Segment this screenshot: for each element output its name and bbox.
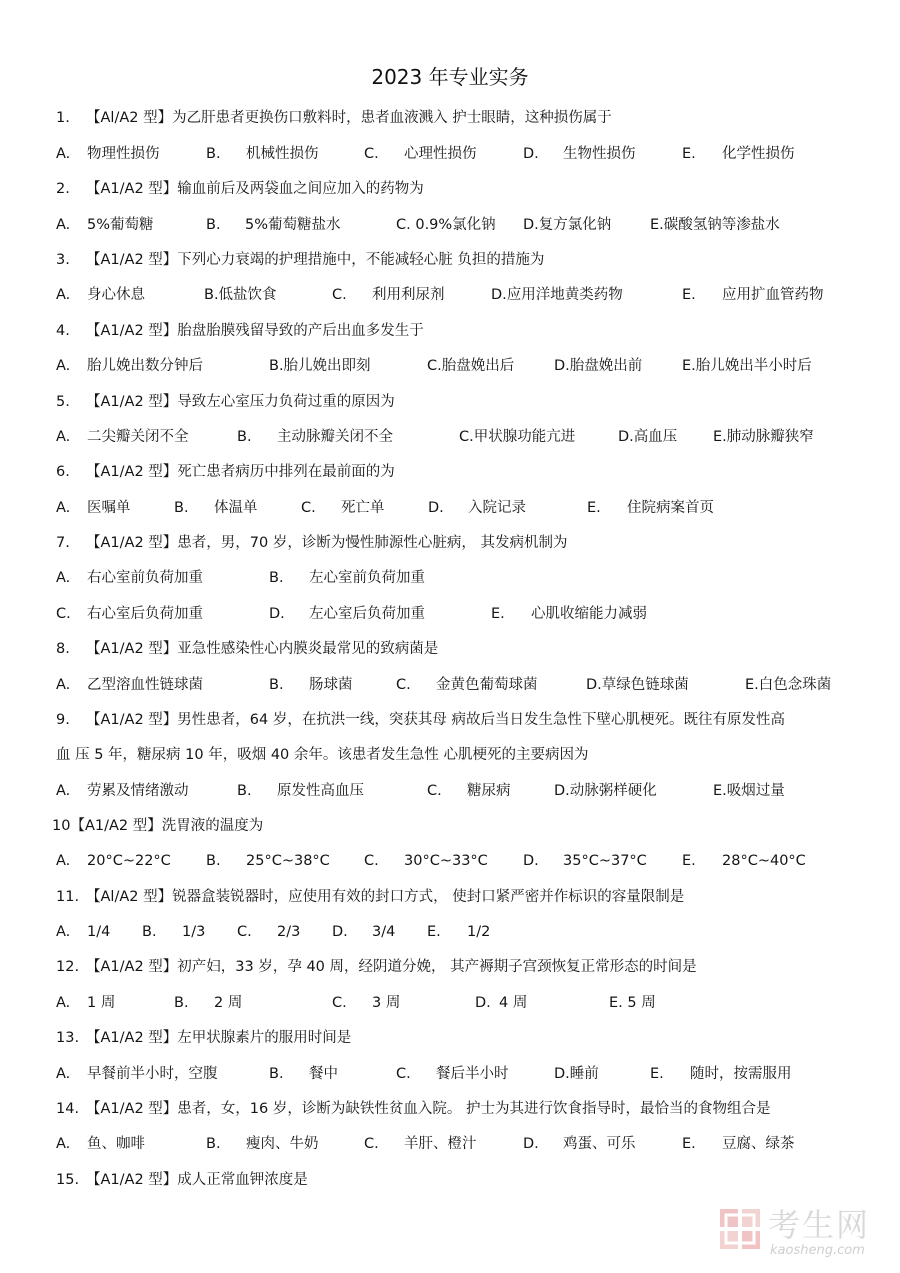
option-b: B. 原发性高血压	[237, 783, 364, 799]
question-number: 8.	[56, 641, 70, 657]
question-text-continued: 血 压 5 年，糖尿病 10 年，吸烟 40 余年。该患者发生急性 心肌梗死的主要病因为	[56, 747, 589, 763]
question-5	[56, 388, 856, 416]
option-b: B. 肠球菌	[269, 677, 353, 693]
option-b: B. 机械性损伤	[206, 146, 319, 162]
question-text: 【A1/A2 型】初产妇，33 岁，孕 40 周，经阴道分娩， 其产褥期子宫颈恢复正常形态的时间是	[86, 959, 697, 975]
options-11	[56, 918, 856, 946]
question-text: 【A1/A2 型】患者，女，16 岁，诊断为缺铁性贫血入院。 护士为其进行饮食指导时，最恰当的食物组合是	[86, 1101, 771, 1117]
option-e: E.白色念珠菌	[745, 677, 832, 693]
question-number: 1.	[56, 110, 70, 126]
option-c: C. 3 周	[332, 995, 401, 1011]
option-b: B. 25°C~38°C	[206, 853, 330, 869]
question-text: 【A1/A2 型】导致左心室压力负荷过重的原因为	[86, 394, 395, 410]
option-a: A. 二尖瓣关闭不全	[56, 429, 189, 445]
option-d: D.动脉粥样硬化	[554, 783, 657, 799]
option-b: B.低盐饮食	[204, 287, 277, 303]
option-b: B. 瘦肉、牛奶	[206, 1136, 319, 1152]
option-a: A. 鱼、咖啡	[56, 1136, 145, 1152]
kaosheng-logo-icon	[718, 1207, 762, 1251]
option-c: C. 右心室后负荷加重	[56, 606, 203, 622]
options-10	[56, 847, 856, 875]
option-d: D.胎盘娩出前	[554, 358, 643, 374]
question-number: 7.	[56, 535, 70, 551]
option-d: D.高血压	[618, 429, 678, 445]
question-number: 11.	[56, 889, 80, 905]
option-a: A. 物理性损伤	[56, 146, 160, 162]
option-d: D. 左心室后负荷加重	[269, 606, 425, 622]
question-4	[56, 317, 856, 345]
options-2	[56, 211, 856, 239]
option-e: E. 心肌收缩能力减弱	[491, 606, 647, 622]
option-d: D. 生物性损伤	[523, 146, 636, 162]
option-d: D.应用洋地黄类药物	[491, 287, 623, 303]
question-7	[56, 529, 856, 557]
option-e: E.碳酸氢钠等渗盐水	[650, 217, 780, 233]
option-c: C. 死亡单	[301, 500, 385, 516]
question-6	[56, 458, 856, 486]
option-c: C. 0.9%氯化钠	[396, 217, 496, 233]
options-4	[56, 352, 856, 380]
question-11	[56, 883, 856, 911]
question-13	[56, 1024, 856, 1052]
option-c: C.甲状腺功能亢进	[459, 429, 576, 445]
option-a: A. 身心休息	[56, 287, 145, 303]
option-b: B. 体温单	[174, 500, 258, 516]
option-e: E. 豆腐、绿茶	[682, 1136, 795, 1152]
options-7a	[56, 564, 856, 592]
options-12	[56, 989, 856, 1017]
option-d: D. 入院记录	[428, 500, 526, 516]
question-text: 【A1/A2 型】胎盘胎膜残留导致的产后出血多发生于	[86, 323, 424, 339]
question-text: 【Al/A2 型】为乙肝患者更换伤口敷料时，患者血液溅入 护士眼睛，这种损伤属于	[86, 110, 612, 126]
question-number: 5.	[56, 394, 70, 410]
option-a: A. 5%葡萄糖	[56, 217, 154, 233]
question-text: 【A1/A2 型】左甲状腺素片的服用时间是	[86, 1030, 352, 1046]
option-a: A. 1/4	[56, 924, 111, 940]
question-text: 【A1/A2 型】患者，男，70 岁，诊断为慢性肺源性心脏病， 其发病机制为	[86, 535, 568, 551]
question-12	[56, 953, 856, 981]
option-c: C. 金黄色葡萄球菌	[396, 677, 538, 693]
question-9	[56, 706, 856, 734]
option-a: A. 1 周	[56, 995, 116, 1011]
option-b: B. 主动脉瓣关闭不全	[237, 429, 393, 445]
option-e: E. 随时，按需服用	[650, 1066, 792, 1082]
option-b: B. 左心室前负荷加重	[269, 570, 425, 586]
option-b: B.胎儿娩出即刻	[269, 358, 371, 374]
option-e: E.肺动脉瓣狭窄	[713, 429, 814, 445]
page-title: 2023 年专业实务	[371, 65, 529, 89]
question-text: 【A1/A2 型】输血前后及两袋血之间应加入的药物为	[86, 181, 424, 197]
option-d: D.草绿色链球菌	[586, 677, 689, 693]
option-c: C. 2/3	[237, 924, 301, 940]
question-text: 【A1/A2 型】洗胃液的温度为	[70, 818, 264, 834]
question-number: 2.	[56, 181, 70, 197]
watermark	[718, 1205, 888, 1263]
question-number: 15.	[56, 1172, 80, 1188]
option-e: E.吸烟过量	[713, 783, 785, 799]
options-14	[56, 1130, 856, 1158]
option-d: D. 鸡蛋、可乐	[523, 1136, 636, 1152]
question-10	[52, 812, 852, 840]
option-e: E. 1/2	[427, 924, 491, 940]
option-d: D. 4 周	[475, 995, 528, 1011]
option-a: A. 20°C~22°C	[56, 853, 171, 869]
question-9-continued	[56, 741, 856, 769]
option-e: E. 28°C~40°C	[682, 853, 806, 869]
question-14	[56, 1095, 856, 1123]
option-e: E. 应用扩血管药物	[682, 287, 824, 303]
question-number: 12.	[56, 959, 80, 975]
option-b: B. 1/3	[142, 924, 206, 940]
question-number: 10	[52, 818, 71, 834]
option-e: E.胎儿娩出半小时后	[682, 358, 812, 374]
option-d: D. 3/4	[332, 924, 396, 940]
option-b: B. 5%葡萄糖盐水	[206, 217, 341, 233]
option-a: A. 早餐前半小时，空腹	[56, 1066, 218, 1082]
option-b: B. 餐中	[269, 1066, 338, 1082]
options-6	[56, 494, 856, 522]
question-number: 14.	[56, 1101, 80, 1117]
option-c: C. 糖尿病	[427, 783, 511, 799]
question-text: 【A1/A2 型】亚急性感染性心内膜炎最常见的致病菌是	[86, 641, 439, 657]
question-number: 6.	[56, 464, 70, 480]
option-c: C. 30°C~33°C	[364, 853, 488, 869]
option-a: A. 劳累及情绪激动	[56, 783, 189, 799]
option-d: D.复方氯化钠	[523, 217, 612, 233]
option-a: A. 胎儿娩出数分钟后	[56, 358, 203, 374]
option-a: A. 乙型溶血性链球菌	[56, 677, 203, 693]
question-number: 9.	[56, 712, 70, 728]
option-c: C.胎盘娩出后	[427, 358, 515, 374]
options-8	[56, 671, 856, 699]
question-8	[56, 635, 856, 663]
question-text: 【A1/A2 型】死亡患者病历中排列在最前面的为	[86, 464, 395, 480]
question-15	[56, 1166, 856, 1194]
question-2	[56, 175, 856, 203]
question-text: 【A1/A2 型】成人正常血钾浓度是	[86, 1172, 308, 1188]
option-a: A. 右心室前负荷加重	[56, 570, 203, 586]
options-13	[56, 1060, 856, 1088]
option-b: B. 2 周	[174, 995, 243, 1011]
option-d: D.睡前	[554, 1066, 599, 1082]
options-1	[56, 140, 856, 168]
question-3	[56, 246, 856, 274]
question-1	[56, 104, 856, 132]
option-c: C. 心理性损伤	[364, 146, 477, 162]
watermark-domain: kaosheng.com	[770, 1243, 865, 1258]
options-9	[56, 777, 856, 805]
option-c: C. 餐后半小时	[396, 1066, 509, 1082]
question-text: 【Al/A2 型】锐器盒装锐器时，应使用有效的封口方式， 使封口紧严密并作标识的容量限制是	[86, 889, 685, 905]
option-e: E. 住院病案首页	[587, 500, 714, 516]
question-number: 3.	[56, 252, 70, 268]
option-e: E. 5 周	[609, 995, 656, 1011]
question-number: 4.	[56, 323, 70, 339]
option-d: D. 35°C~37°C	[523, 853, 647, 869]
question-number: 13.	[56, 1030, 80, 1046]
option-c: C. 利用利尿剂	[332, 287, 445, 303]
watermark-name: 考生网	[768, 1206, 871, 1244]
options-5	[56, 423, 856, 451]
option-c: C. 羊肝、橙汁	[364, 1136, 477, 1152]
question-text: 【A1/A2 型】男性患者，64 岁，在抗洪一线，突获其母 病故后当日发生急性下壁心肌梗死。既往有原发性高	[86, 712, 785, 728]
options-3	[56, 281, 856, 309]
question-text: 【A1/A2 型】下列心力衰竭的护理措施中，不能减轻心脏 负担的措施为	[86, 252, 545, 268]
option-e: E. 化学性损伤	[682, 146, 795, 162]
options-7b	[56, 600, 856, 628]
option-a: A. 医嘱单	[56, 500, 131, 516]
